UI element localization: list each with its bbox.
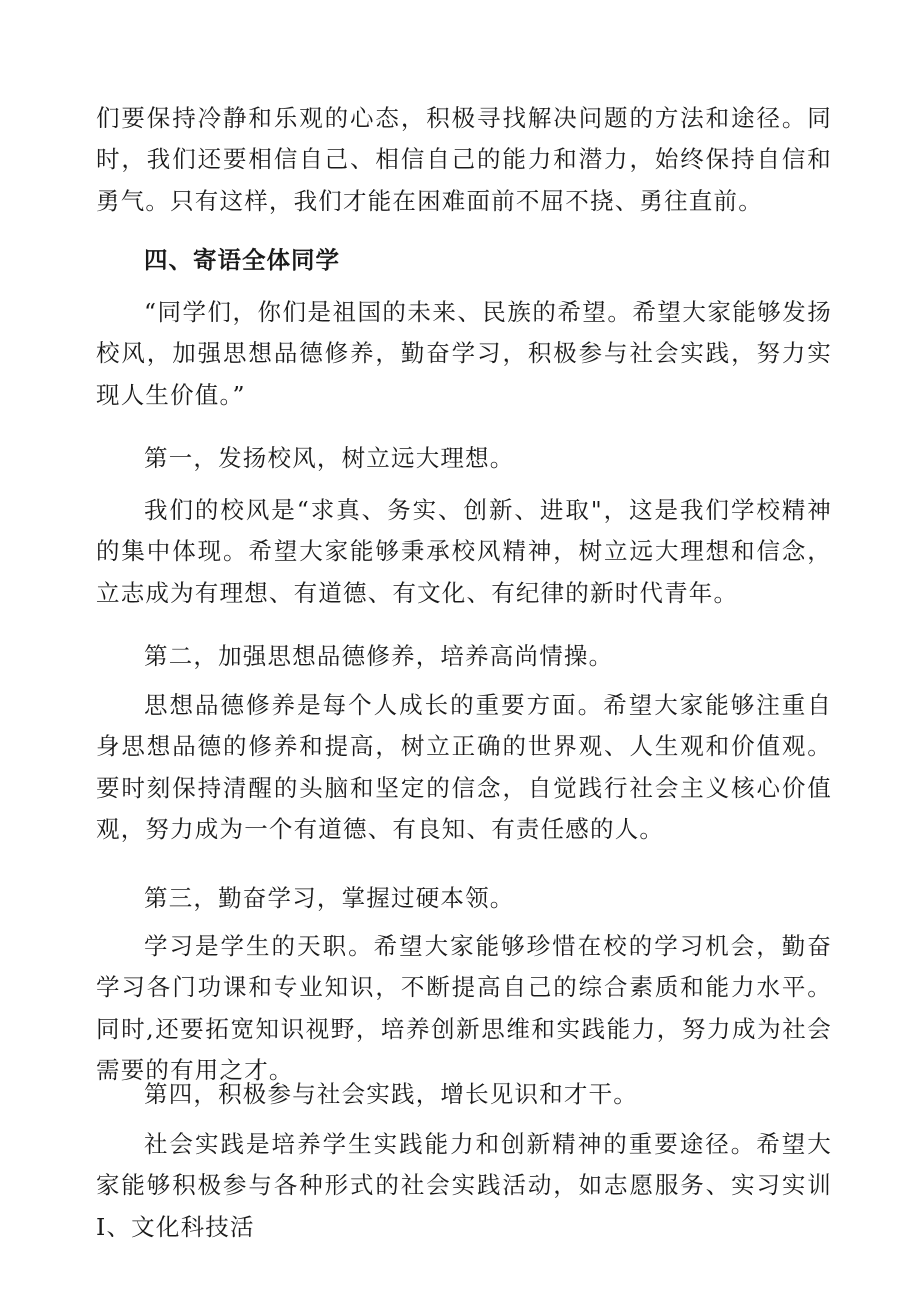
point-1-title: 第一，发扬校风，树立远大理想。 <box>144 444 515 472</box>
intro-paragraph: 们要保持冷静和乐观的心态，积极寻找解决问题的方法和途径。同时，我们还要相信自己、相信自己的能力和潜力，始终保持自信和勇气。只有这样，我们才能在困难面前不屈不挠、勇往直前。 <box>96 104 832 215</box>
point-1-body: 我们的校风是“求真、务实、创新、进取"，这是我们学校精神的集中体现。希望大家能够秉承校风精神，树立远大理想和信念，立志成为有理想、有道德、有文化、有纪律的新时代青年。 <box>96 496 832 607</box>
point-4-title: 第四，积极参与社会实践，增长见识和才干。 <box>144 1080 638 1108</box>
quote-paragraph: “同学们，你们是祖国的未来、民族的希望。希望大家能够发扬校风，加强思想品德修养，勤奋学习，积极参与社会实践，努力实现人生价值。” <box>96 298 832 409</box>
section-heading: 四、寄语全体同学 <box>144 246 340 274</box>
point-2-body: 思想品德修养是每个人成长的重要方面。希望大家能够注重自身思想品德的修养和提高，树立正确的世界观、人生观和价值观。要时刻保持清醒的头脑和坚定的信念，自觉践行社会主义核心价值观，努力成为一个有道德、有良知、有责任感的人。 <box>96 691 832 844</box>
point-3-title: 第三，勤奋学习，掌握过硬本领。 <box>144 884 515 912</box>
point-4-body: 社会实践是培养学生实践能力和创新精神的重要途径。希望大家能够积极参与各种形式的社会实践活动，如志愿服务、实习实训I、文化科技活 <box>96 1130 832 1241</box>
point-2-title: 第二，加强思想品德修养，培养高尚情操。 <box>144 642 614 670</box>
point-3-body: 学习是学生的天职。希望大家能够珍惜在校的学习机会，勤奋学习各门功课和专业知识，不断提高自己的综合素质和能力水平。同时,还要拓宽知识视野，培养创新思维和实践能力，努力成为社会需要的有用之才。 <box>96 932 832 1085</box>
